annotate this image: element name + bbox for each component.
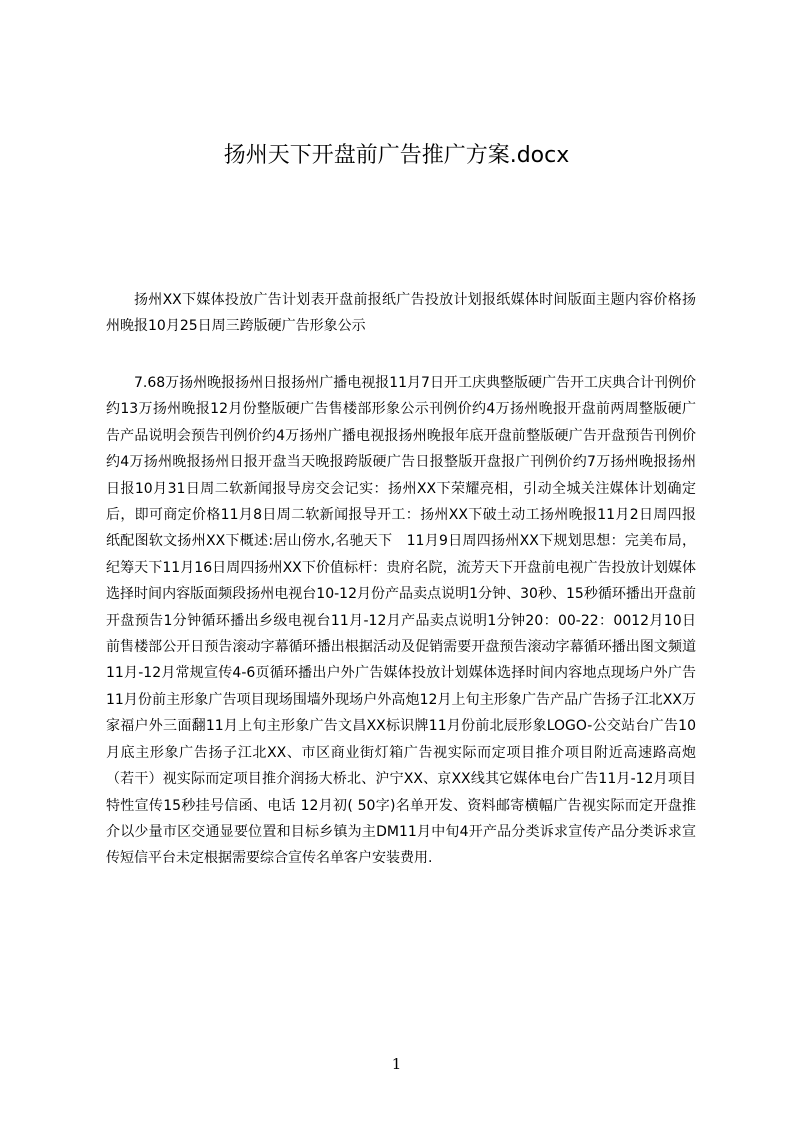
body-paragraph-1: 扬州XX下媒体投放广告计划表开盘前报纸广告投放计划报纸媒体时间版面主题内容价格扬州晚报10月25日周三跨版硬广告形象公示: [106, 292, 696, 335]
page-title: 扬州天下开盘前广告推广方案.docx: [223, 143, 570, 168]
page-number: 1: [391, 1055, 402, 1073]
body-paragraph-2: 7.68万扬州晚报扬州日报扬州广播电视报11月7日开工庆典整版硬广告开工庆典合计刊例价约13万扬州晚报12月份整版硬广告售楼部形象公示刊例价约4万扬州晚报开盘前两周整版硬广告产品说明会预告刊例价约4万扬州广播电视报扬州晚报年底开盘前整版硬广告开盘预告刊例价约4万扬州晚报扬州日报开盘当天晚报跨版硬广告日报整版开盘报广刊例价约7万扬州晚报扬州日报10月31日周二软新闻报导房交会记实：扬州XX下荣耀亮相，引动全城关注媒体计划确定后，即可商定价格11月8日周二软新闻报导开工：扬州XX下破土动工扬州晚报11月2日周四报纸配图软文扬州XX下概述:居山傍水,名驰天下 11月9日周四扬州XX下规划思想：完美布局，纪筹天下11月16日周四扬州XX下价值标杆：贵府名院，流芳天下开盘前电视广告投放计划媒体选择时间内容版面频段扬州电视台10-12月份产品卖点说明1分钟、30秒、15秒循环播出开盘前开盘预告1分钟循环播出乡级电视台11月-12月产品卖点说明1分钟20：00-22：0012月10日前售楼部公开日预告滚动字幕循环播出根据活动及促销需要开盘预告滚动字幕循环播出图文频道11月-12月常规宣传4-6页循环播出户外广告媒体投放计划媒体选择时间内容地点现场户外广告11月份前主形象广告项目现场围墙外现场户外高炮12月上旬主形象广告产品广告扬子江北XX万家福户外三面翻11月上旬主形象广告文昌XX标识牌11月份前北辰形象LOGO-公交站台广告10月底主形象广告扬子江北XX、市区商业街灯箱广告视实际而定项目推介项目附近高速路高炮（若干）视实际而定项目推介润扬大桥北、沪宁XX、京XX线其它媒体电台广告11月-12月项目特性宣传15秒挂号信函、电话 12月初( 50字)名单开发、资料邮寄横幅广告视实际而定开盘推介以少量市区交通显要位置和目标乡镇为主DM11月中旬4开产品分类诉求宣传产品分类诉求宣传短信平台未定根据需要综合宣传名单客户安装费用.: [106, 375, 696, 867]
